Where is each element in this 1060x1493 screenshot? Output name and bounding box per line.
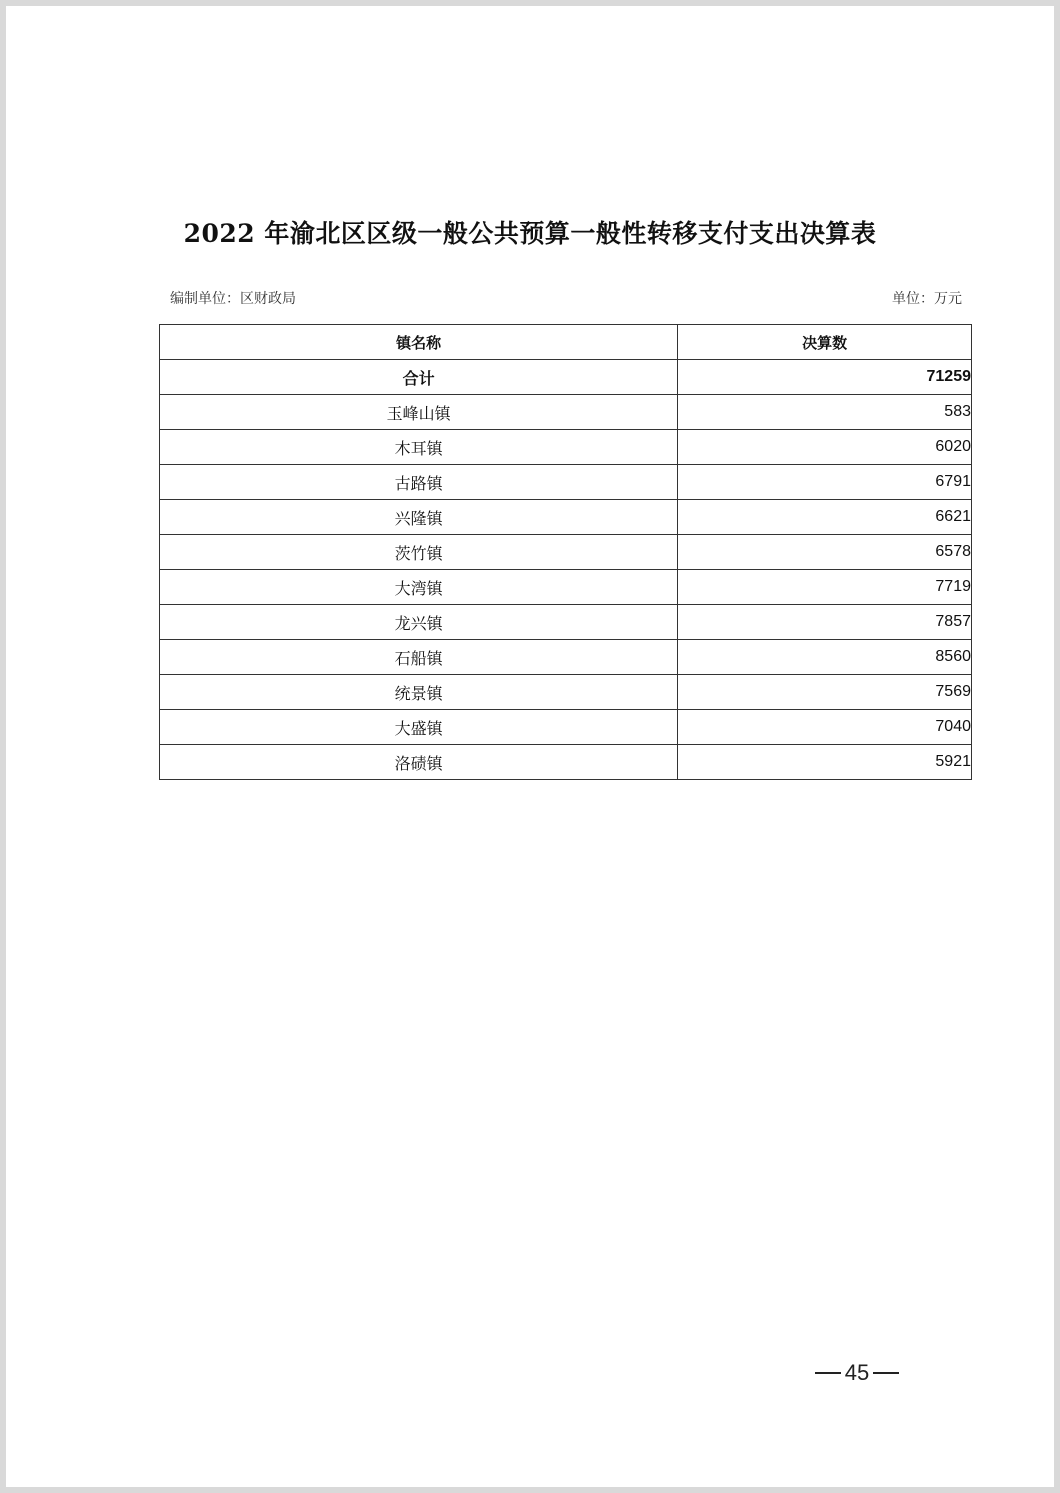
- town-value: 6621: [678, 500, 972, 535]
- town-name: 玉峰山镇: [160, 395, 678, 430]
- town-name: 统景镇: [160, 675, 678, 710]
- town-value: 583: [678, 395, 972, 430]
- header-settlement-amount: 决算数: [678, 325, 972, 360]
- town-value: 6020: [678, 430, 972, 465]
- table-row: [160, 605, 972, 640]
- town-name: 兴隆镇: [160, 500, 678, 535]
- town-name: 石船镇: [160, 640, 678, 675]
- page-number: [812, 1360, 902, 1386]
- table-row: [160, 640, 972, 675]
- settlement-table: [159, 324, 972, 780]
- town-name: 大湾镇: [160, 570, 678, 605]
- town-name: 洛碛镇: [160, 745, 678, 780]
- table-row: [160, 675, 972, 710]
- town-name: 木耳镇: [160, 430, 678, 465]
- header-town-name: 镇名称: [160, 325, 678, 360]
- town-value: 8560: [678, 640, 972, 675]
- table-row: [160, 570, 972, 605]
- total-label: 合计: [160, 360, 678, 395]
- town-value: 7569: [678, 675, 972, 710]
- town-value: 6578: [678, 535, 972, 570]
- total-value: 71259: [678, 360, 972, 395]
- town-value: 7719: [678, 570, 972, 605]
- compiler-label: 编制单位：区财政局: [170, 291, 296, 307]
- page-number-text: 45: [844, 1360, 870, 1385]
- table-row: [160, 465, 972, 500]
- page-title: 2022 年渝北区区级一般公共预算一般性转移支付支出决算表: [183, 219, 877, 248]
- town-name: 茨竹镇: [160, 535, 678, 570]
- table-header-row: [160, 325, 972, 360]
- town-value: 6791: [678, 465, 972, 500]
- town-value: 5921: [678, 745, 972, 780]
- town-value: 7040: [678, 710, 972, 745]
- total-row: [160, 360, 972, 395]
- town-name: 龙兴镇: [160, 605, 678, 640]
- town-value: 7857: [678, 605, 972, 640]
- table-row: [160, 535, 972, 570]
- town-name: 大盛镇: [160, 710, 678, 745]
- table-row: [160, 500, 972, 535]
- town-name: 古路镇: [160, 465, 678, 500]
- table-row: [160, 395, 972, 430]
- page-number-right-dash: [873, 1372, 899, 1374]
- page-number-left-dash: [815, 1372, 841, 1374]
- table-row: [160, 745, 972, 780]
- table-row: [160, 710, 972, 745]
- unit-label: 单位：万元: [892, 291, 962, 307]
- table-row: [160, 430, 972, 465]
